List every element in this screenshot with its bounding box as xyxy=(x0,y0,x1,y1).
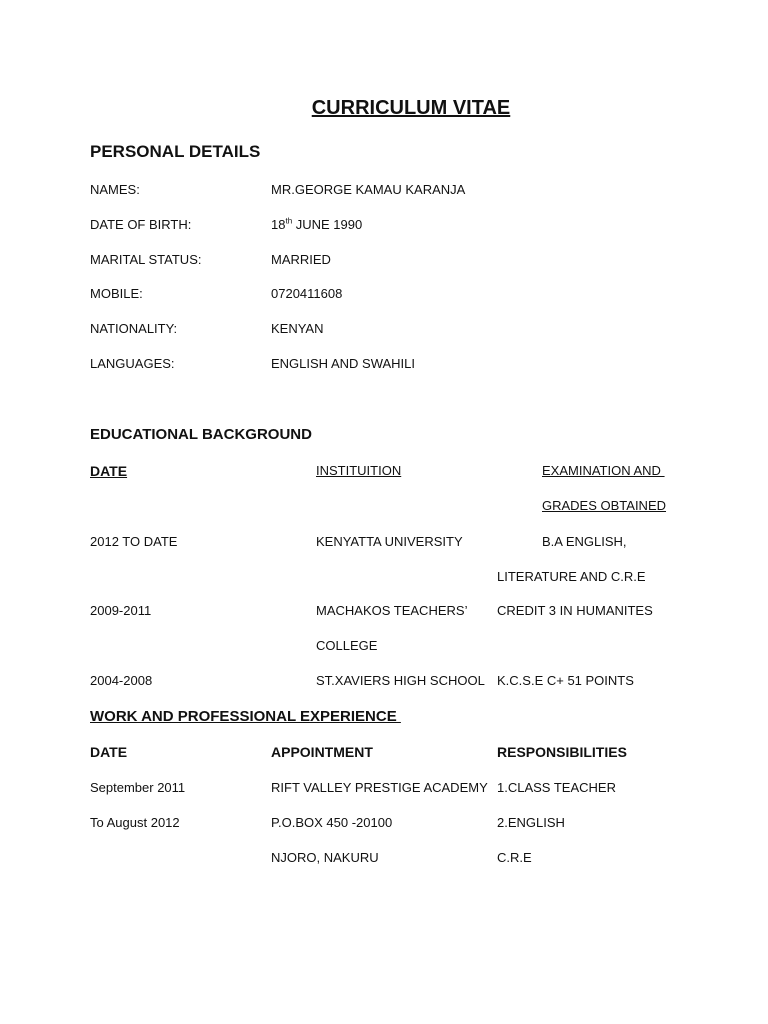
languages-label: LANGUAGES: xyxy=(90,356,175,371)
education-row-institution-line1: MACHAKOS TEACHERS’ xyxy=(316,603,468,618)
dob-value xyxy=(271,217,362,233)
work-experience-heading: WORK AND PROFESSIONAL EXPERIENCE xyxy=(90,708,401,725)
education-row-institution-line2: COLLEGE xyxy=(316,638,378,653)
education-heading: EDUCATIONAL BACKGROUND xyxy=(90,426,312,443)
education-exam-header-line2: GRADES OBTAINED xyxy=(542,498,667,513)
education-institution-header: INSTITUITION xyxy=(316,463,402,478)
dob-label: DATE OF BIRTH: xyxy=(90,217,192,232)
dob-month-year: JUNE 1990 xyxy=(292,217,363,232)
work-appointment-header: APPOINTMENT xyxy=(271,744,373,760)
mobile-value: 0720411608 xyxy=(271,286,343,301)
education-row-date: 2004-2008 xyxy=(90,673,153,688)
nationality-value: KENYAN xyxy=(271,321,324,336)
document-title: CURRICULUM VITAE xyxy=(311,97,511,119)
education-row-result-line2: LITERATURE AND C.R.E xyxy=(497,569,646,584)
work-responsibilities-header: RESPONSIBILITIES xyxy=(497,744,627,760)
names-label: NAMES: xyxy=(90,182,140,197)
dob-day: 18 xyxy=(271,217,286,232)
education-exam-header-line1: EXAMINATION AND xyxy=(542,463,665,478)
education-row-result: K.C.S.E C+ 51 POINTS xyxy=(497,673,634,688)
work-responsibility-line: 1.CLASS TEACHER xyxy=(497,780,616,795)
work-appointment-line: RIFT VALLEY PRESTIGE ACADEMY xyxy=(271,780,488,795)
mobile-label: MOBILE: xyxy=(90,286,143,301)
education-row-institution: ST.XAVIERS HIGH SCHOOL xyxy=(316,673,485,688)
names-value: MR.GEORGE KAMAU KARANJA xyxy=(271,182,466,197)
personal-details-heading: PERSONAL DETAILS xyxy=(90,142,261,161)
work-responsibility-line: 2.ENGLISH xyxy=(497,815,565,830)
work-appointment-line: NJORO, NAKURU xyxy=(271,850,379,865)
marital-status-value: MARRIED xyxy=(271,252,331,267)
education-row-date: 2012 TO DATE xyxy=(90,534,178,549)
education-row-institution: KENYATTA UNIVERSITY xyxy=(316,534,463,549)
work-appointment-line: P.O.BOX 450 -20100 xyxy=(271,815,393,830)
languages-value: ENGLISH AND SWAHILI xyxy=(271,356,415,371)
education-row-date: 2009-2011 xyxy=(90,603,152,618)
dob-day-suffix: th xyxy=(285,216,293,226)
work-date-start: September 2011 xyxy=(90,780,186,795)
education-row-result: CREDIT 3 IN HUMANITES xyxy=(497,603,653,618)
marital-status-label: MARITAL STATUS: xyxy=(90,252,202,267)
work-date-end: To August 2012 xyxy=(90,815,180,830)
work-date-header: DATE xyxy=(90,744,128,760)
education-date-header: DATE xyxy=(90,463,128,479)
nationality-label: NATIONALITY: xyxy=(90,321,178,336)
work-responsibility-line: C.R.E xyxy=(497,850,532,865)
education-row-result-line1: B.A ENGLISH, xyxy=(542,534,627,549)
